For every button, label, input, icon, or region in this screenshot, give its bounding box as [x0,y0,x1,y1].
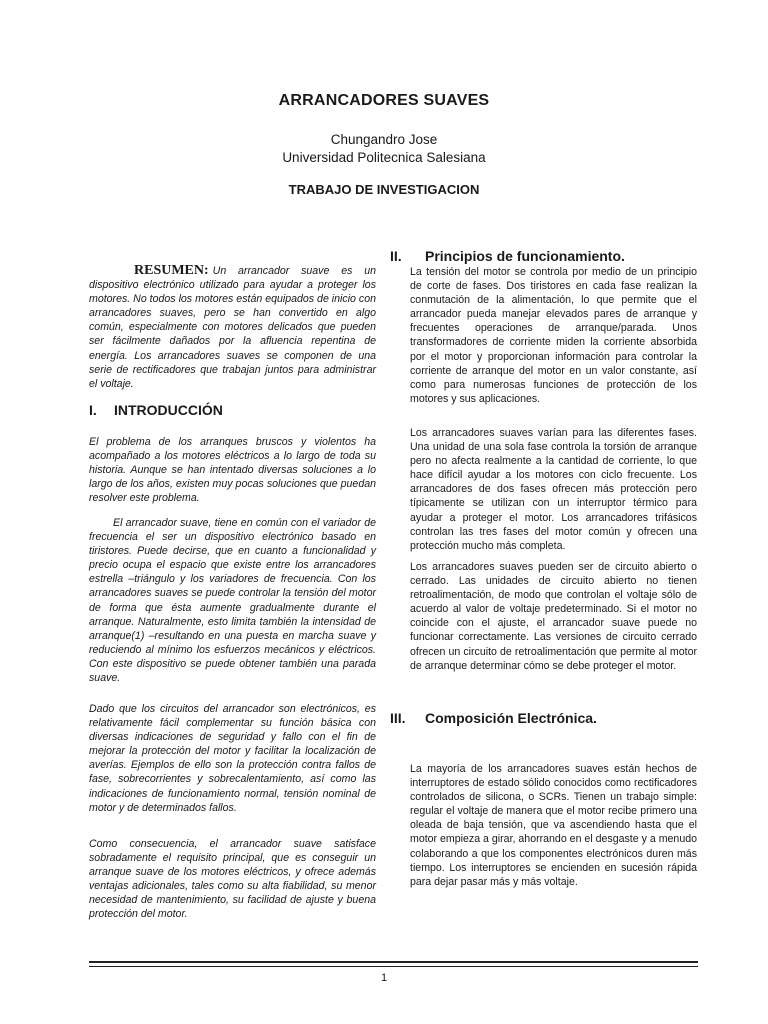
intro-paragraph-4: Como consecuencia, el arrancador suave satisface sobradamente el requisito principal, que es conseguir un arranque suave de los motores eléctricos, y ofrece además ventajas adicionales, tales como su alta fiabilidad, su menor necesidad de mantenimiento, su facilidad de ajuste y buena protección del motor. [89,838,376,921]
section-heading-principles [390,248,625,264]
author-name: Chungandro Jose [330,132,438,147]
intro-paragraph-2: El arrancador suave, tiene en común con el variador de frecuencia el ser un dispositivo electrónico basado en tiristores. Puede decirse, que en cuanto a funcionalidad y precio ocupa el espacio que existe entre los arrancadores estrella –triángulo y los variadores de frecuencia. Con los arrancadores suaves se puede controlar la tensión del motor de forma que ésta aumente gradualmente durante el arranque. Naturalmente, esto limita también la intensidad de arranque(1) –resultando en una puesta en marcha suave y reduciendo al mínimo los esfuerzos mecánicos y eléctricos. Con este dispositivo se puede obtener también una parada suave. [89,517,376,685]
section-title: Composición Electrónica. [425,710,597,726]
principles-paragraph-3: Los arrancadores suaves pueden ser de circuito abierto o cerrado. Las unidades de circuito abierto no tienen retroalimentación, de modo que controlan el voltaje sólo de acuerdo al valor de voltaje predeterminado. Si el motor no coincide con el ajuste, el arrancador suave puede no funcionar correctamente. Las versiones de circuito cerrado ofrecen un circuito de retroalimentación que permite al motor de arranque determinar cómo se debe proteger el motor. [410,561,697,672]
page-number: 1 [380,972,388,984]
abstract-text: Un arrancador suave es un dispositivo electrónico utilizado para ayudar a proteger los motores. No todos los motores están equipados de inicio con arrancadores suaves, pero se han convertido en algo común, especialmente con motores delicados que pueden ser fácilmente dañados por la afluencia repentina de energía. Los arrancadores suaves se componen de una serie de rectificadores que trabajan juntos para administrar el voltaje. [89,265,376,390]
section-heading-intro [89,402,223,418]
intro-paragraph-1: El problema de los arranques bruscos y violentos ha acompañado a los motores eléctricos a lo largo de toda su historia. Aunque se han intentado diversas soluciones a lo largo de los años, existen muy pocas soluciones que puedan resolver este problema. [89,436,376,505]
section-number: II. [390,248,402,264]
abstract-paragraph [89,264,376,391]
section-number: I. [89,402,97,418]
section-number: III. [390,710,406,726]
paper-subtitle: TRABAJO DE INVESTIGACION [288,182,480,197]
abstract-label: RESUMEN: [134,263,209,278]
paper-title: ARRANCADORES SUAVES [278,92,490,109]
author-affiliation: Universidad Politecnica Salesiana [282,150,486,165]
section-heading-electronics [390,710,597,726]
footer-rule-thin [89,966,698,967]
section-title: INTRODUCCIÓN [114,402,223,418]
section-title: Principios de funcionamiento. [425,248,625,264]
principles-paragraph-2: Los arrancadores suaves varían para las diferentes fases. Una unidad de una sola fase controla la torsión de arranque pero no afecta realmente a la cantidad de corriente, lo que hace difícil ayudar a los motores con ciclo frecuente. Los arrancadores de dos fases ofrecen más protección pero típicamente se utilizan con un interruptor térmico para ayudar a proteger el motor. Los arrancadores trifásicos controlan las tres fases del motor común y ofrecen una protección mucho más completa. [410,427,697,552]
principles-paragraph-1: La tensión del motor se controla por medio de un principio de corte de fases. Dos tiristores en cada fase realizan la conmutación de la alimentación, lo que permite que el arrancador pueda manejar elevados pares de arranque y frecuentes operaciones de arranque/parada. Unos transformadores de corriente miden la corriente absorbida por el motor y proporcionan información para controlar la corriente de arranque del motor en un valor constante, así como para numerosas funciones de protección de los motores y sus aplicaciones. [410,266,697,405]
electronics-paragraph-1: La mayoría de los arrancadores suaves están hechos de interruptores de estado sólido conocidos como rectificadores controlados de silicona, o SCRs. Tienen un trabajo simple: regular el voltaje de manera que el motor recibe primero una oleada de baja tensión, que va ascendiendo hasta que el motor empieza a girar, ahorrando en el desgaste y a menudo colaborando a que los componentes electrónicos duren más tiempo. Los interruptores se encienden en sucesión rápida para dejar pasar más y más voltaje. [410,763,697,888]
footer-rule [89,961,698,963]
intro-paragraph-3: Dado que los circuitos del arrancador son electrónicos, es relativamente fácil complementar su función básica con diversas indicaciones de seguridad y fallo con el fin de mejorar la protección del motor y facilitar la localización de averías. Ejemplos de ello son la protección contra fallos de fase, sobrecorrientes y sobrecalentamiento, así como las indicaciones de funcionamiento normal, tensión nominal de motor y de determinados fallos. [89,703,376,814]
